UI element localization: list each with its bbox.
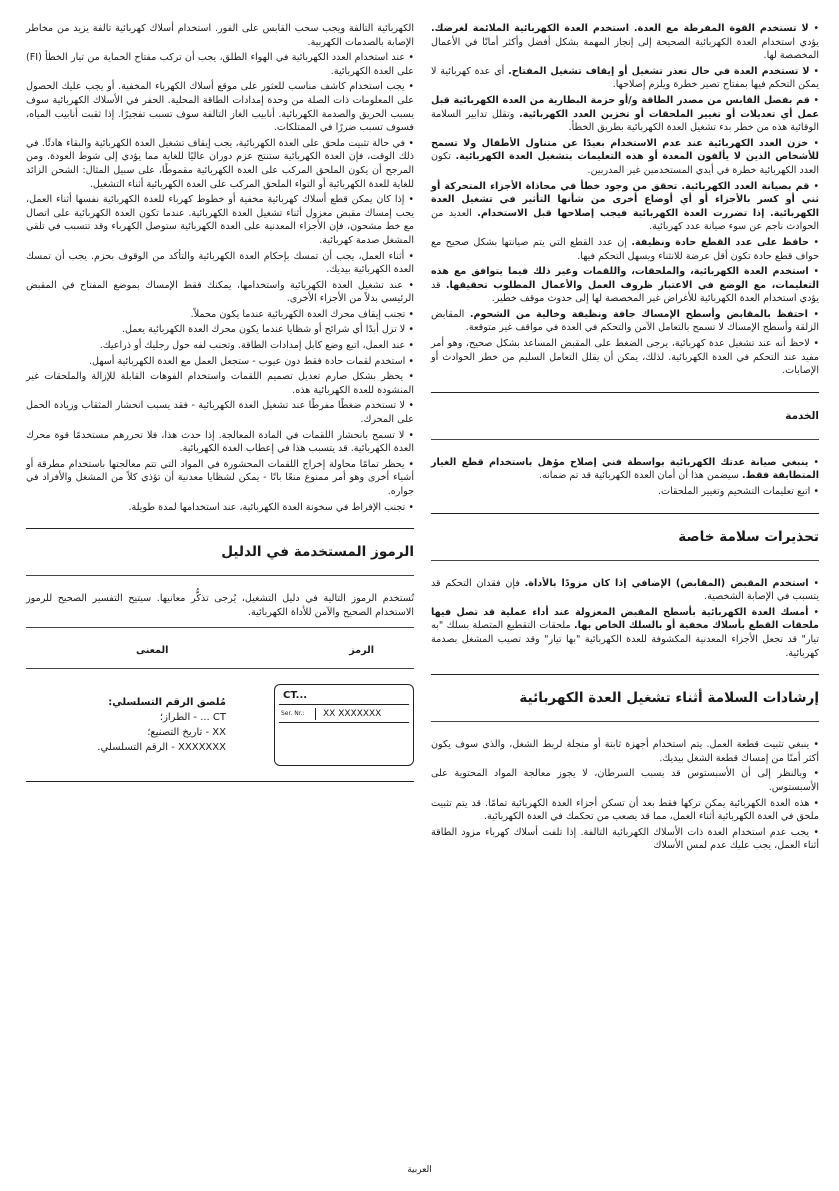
paragraph: • عند تشغيل العدة الكهربائية واستخدامها، يمكنك فقط الإمساك بموضع المفتاح في المقبض الرئيسي بدلاً من الأجزاء الأخرى. [26,279,414,305]
divider [26,575,414,576]
paragraph: • حافظ على عدد القطع حادة ونظيفة. إن عدد القطع التي يتم صيانتها بشكل صحيح مع حواف قطع حادة تكون أقل عرضة للانثناء ويسهل التحكم فيها. [431,236,819,262]
paragraph: • استخدم العدة الكهربائية، والملحقات، واللقمات وغير ذلك فيما يتوافق مع هذه التعليمات، مع الوضع في الاعتبار ظروف العمل والأعمال المطلوب تحقيقها. قد يؤدي استخدام العدة الكهربائية للأغراض غير المخصصة لها إلى حدوث موقف خطير. [431,266,820,305]
page-footer-language: العربية [407,1165,432,1175]
divider [431,721,819,722]
divider [26,627,414,628]
symbols-intro: تُستخدم الرموز التالية في دليل التشغيل، يُرجى تذكُّر معانيها. سيتيح التفسير الصحيح للرموز الاستخدام الصحيح والآمن للأداة الكهربائية. [26,593,414,618]
paragraph: • قم بفصل القابس من مصدر الطاقة و/أو حزمة البطارية من العدة الكهربائية قبل عمل أي تعديلات أو تغيير الملحقات أو تخزين العدد الكهربائية. وتقلل تدابير السلامة الوقائية هذه من خطر بدء تشغيل العدة الكهربائية بطريق الخطأ. [431,94,819,134]
divider [431,560,819,561]
paragraph: • لاحظ أنه عند تشغيل عدة كهربائية، يرجى الضغط على المقبض المساعد بشكل صحيح، وهو أمر مفيد عند التحكم في العدة الكهربائية. لذلك، يمكن أن يقلل التعامل السليم من خطر الحوادث أو الإصابات. [431,338,819,377]
paragraph: • لا تستخدم القوة المفرطة مع العدة. استخدم العدة الكهربائية الملائمة لغرضك. يؤدي استخدام العدة الكهربائية الصحيحة إلى إنجاز المهمة بشكل أفضل وأكثر أمانًا في الأعمال المخصصة لها. [431,23,819,62]
paragraph: • لا تستخدم ضغطًا مفرطًا عند تشغيل العدة الكهربائية - فقد يسبب انحشار المثقاب وزيادة الحمل على المحرك. [26,400,415,426]
serial-label-meaning: مُلصق الرقم التسلسلي: CT ... - الطراز؛ XX - تاريخ التصنيع؛ XXXXXXX - الرقم التسلسلي. [97,696,226,753]
paragraph: • لا تزل أبدًا أي شرائح أو شظايا عندما يكون محرك العدة الكهربائية يعمل. [121,324,414,336]
paragraph: • قم بصيانة العدد الكهربائية. تحقق من وجود خطأ في محاذاة الأجزاء المتحركة أو ثني أو كسر بالأجزاء أو أي أوضاع أخرى من شأنها التأثير في تشغيل العدة الكهربائية. إذا تضررت العدة الكهربائية فيجب إصلاحها قبل الاستخدام. العديد من الحوادث ناجم عن سوء صيانة عدد كهربائية. [431,180,820,233]
paragraph: • يحظر تمامًا محاولة إخراج اللقمات المحشورة في المواد التي تتم معالجتها باستخدام مطرقة أو أشياء أخرى وهو أمر ممنوع منعًا باتًا - يمكن لشظايا معدنية أن تؤذي كلاً من المشغل والأفراد في جواره. [26,458,414,497]
left-column [26,22,414,796]
paragraph: • تجنب الإفراط في سخونة العدة الكهربائية، عند استخدامها لمدة طويلة. [128,501,414,513]
paragraph: • استخدم المقبض (المقابض) الإضافي إذا كان مزودًا بالأداة. فإن فقدان التحكم قد يتسبب في الإصابة الشخصية. [431,577,819,603]
right-column [431,22,819,855]
paragraph: • يجب استخدام كاشف مناسب للعثور على موقع أسلاك الكهرباء المخفية. أو يجب عليك الحصول على المعلومات ذات الصلة من وحدة إمدادات الطاقة المحلية. الحفر في الأسلاك الكهربائية سوف يسبب الحريق والصدمة الكهربائية. أنابيب الغاز التالفة سوف تسبب تفجيرًا. إذا ثقبت أنابيب المياه، فسوف تسبب ضررًا في الممتلكات. [26,81,414,134]
paragraph: • وبالنظر إلى أن الأسبستوس قد يسبب السرطان، لا يجوز معالجة المواد المحتوية على الأسبستوس. [431,768,819,793]
section-divider [431,392,819,393]
paragraph: • عند استخدام العدد الكهربائية في الهواء الطلق، يجب أن تركب مفتاح الحماية من تيار الخطأ (FI) على العدة الكهربائية. [26,52,414,77]
paragraph: • لا تسمح بانحشار اللقمات في المادة المعالجة. إذا حدث هذا، فلا تحررهم مستخدمًا قوة محرك العدة الكهربائية. قد يتسبب هذا في إعطاب العدة الكهربائية. [26,429,414,455]
divider [431,439,819,440]
section-divider [26,528,414,529]
paragraph: • تجنب إيقاف محرك العدة الكهربائية عندما يكون محملاً. [190,308,414,320]
paragraph: • ينبغي تثبيت قطعة العمل. يتم استخدام أجهزة ثابتة أو منجلة لربط الشغل، والذي سوف يكون أكثر أمنًا من إمساك قطعة الشغل بيديك. [431,739,819,764]
section-title-special-warnings: تحذيرات سلامة خاصة [678,528,819,545]
paragraph: • خزن العدد الكهربائية عند عدم الاستخدام بعيدًا عن متناول الأطفال ولا تسمح للأشخاص الذين لا يألفون المعدة أو هذه التعليمات بتشغيل العدة الكهربائية. تكون العدد الكهربائية خطرة في أيدي المستخدمين غير المدربين. [431,137,819,176]
paragraph: • احتفظ بالمقابض وأسطح الإمساك جافة ونظيفة وخالية من الشحوم. المقابض الزلقة وأسطح الإمساك لا تسمح بالتعامل الآمن والتحكم في العدة في مواقف غير متوقعة. [431,308,819,334]
section-divider [431,674,819,675]
paragraph: • أثناء العمل، يجب أن تمسك بإحكام العدة الكهربائية والتأكد من الوقوف بحزم. يجب أن تمسك العدة الكهربائية بيديك. [26,250,414,276]
column-symbol-header: الرمز [349,645,374,657]
paragraph: • ينبغي صيانة عدتك الكهربائية بواسطة فني إصلاح مؤهل باستخدام قطع الغيار المتطابقة فقط. سيضمن هذا أن أمان العدة الكهربائية قد تم ضمانه. [431,456,819,482]
symbols-table-row [26,673,414,777]
paragraph: • إذا كان يمكن قطع أسلاك كهربائية مخفية أو خطوط كهرباء للعدة الكهربائية نفسها أثناء العمل، يجب إمساك مقبض معزول أثناء تشغيل العدة الكهربائية. عندما تكون العدة الكهربائية على اتصال مع خط مشحون، فإن الأجزاء المعدنية على العدة الكهربائية ستوصل الكهرباء وقد تتسبب في تلقي المشغل صدمة كهربائية. [26,194,414,246]
paragraph: • أمسك العدة الكهربائية بأسطح المقبض المعزولة عند أداء عملية قد تصل فيها ملحقات القطع بأسلاك مخفية أو بالسلك الخاص بها. ملحقات التقطيع المتصلة بسلك "به تيار" قد تجعل الأجزاء المعدنية المكشوفة للعدة الكهربائية "بها تيار" وقد تصيب المشغل بصدمة كهربائية. [431,606,819,659]
divider [26,668,414,669]
paragraph: • يجب عدم استخدام العدة ذات الأسلاك الكهربائية التالفة. إذا تلفت أسلاك كهرباء مزود الطاقة أثناء العمل، يجب عليك عدم لمس الأسلاك [431,826,819,852]
section-title-service: الخدمة [785,409,819,422]
paragraph: • يحظر بشكل صارم تعديل تصميم اللقمات واستخدام الفوهات القابلة للإزالة والملحقات غير المنشودة للعدة الكهربائية هذه. [26,371,414,396]
paragraph: الكهربائية التالفة ويجب سحب القابس على الفور. استخدام أسلاك كهربائية تالفة يزيد من مخاطر الإصابة بالصدمات الكهربية. [26,23,414,48]
paragraph: • استخدم لقمات حادة فقط دون عيوب - ستجعل العمل مع العدة الكهربائية أسهل. [89,355,414,367]
paragraph: • اتبع تعليمات التشحيم وتغيير الملحقات. [657,486,819,498]
paragraph: • هذه العدة الكهربائية يمكن تركها فقط بعد أن تسكن أجزاء العدة الكهربائية تمامًا. قد يتم تثبيت ملحق في العدة الكهربائية أثناء العمل، مما قد يصعب من تحكمك في العدة الكهربائية. [431,797,819,823]
paragraph: • في حالة تثبيت ملحق على العدة الكهربائية، يجب إيقاف تشغيل العدة الكهربائية والبقاء هادئًا. في ذلك الوقت، فإن العدة الكهربائية ستنتج عزم دوران عاليًا للغاية مما يؤدي إلى شوط العودة. ومن المرجح أن يكون الملحق المركب على العدة الكهربائية مقموطًا، على سبيل المثال: الشحن الزائد للغاية للعدة الكهربائية أو التواء الملحق المركب على العدة الكهربائية أثناء التشغيل. [26,137,414,190]
section-title-operation-safety: إرشادات السلامة أثناء تشغيل العدة الكهربائية [519,690,819,707]
serial-number-plate-icon: CT... Ser. Nr.: XX XXXXXXX [274,684,414,766]
symbols-table-header [26,644,414,662]
section-divider [431,513,819,514]
column-meaning-header: المعنى [136,645,169,657]
section-title-symbols: الرموز المستخدمة في الدليل [221,544,414,561]
section-divider [26,781,414,782]
paragraph: • لا تستخدم العدة في حال تعذر تشغيل أو إيقاف تشغيل المفتاح. أي عدة كهربائية لا يمكن التحكم فيها بمفتاح تصير خطرة ويلزم إصلاحها. [431,65,820,91]
paragraph: • عند العمل، اتبع وضع كابل إمدادات الطاقة. وتجنب لفه حول رجليك أو ذراعيك. [99,340,414,352]
